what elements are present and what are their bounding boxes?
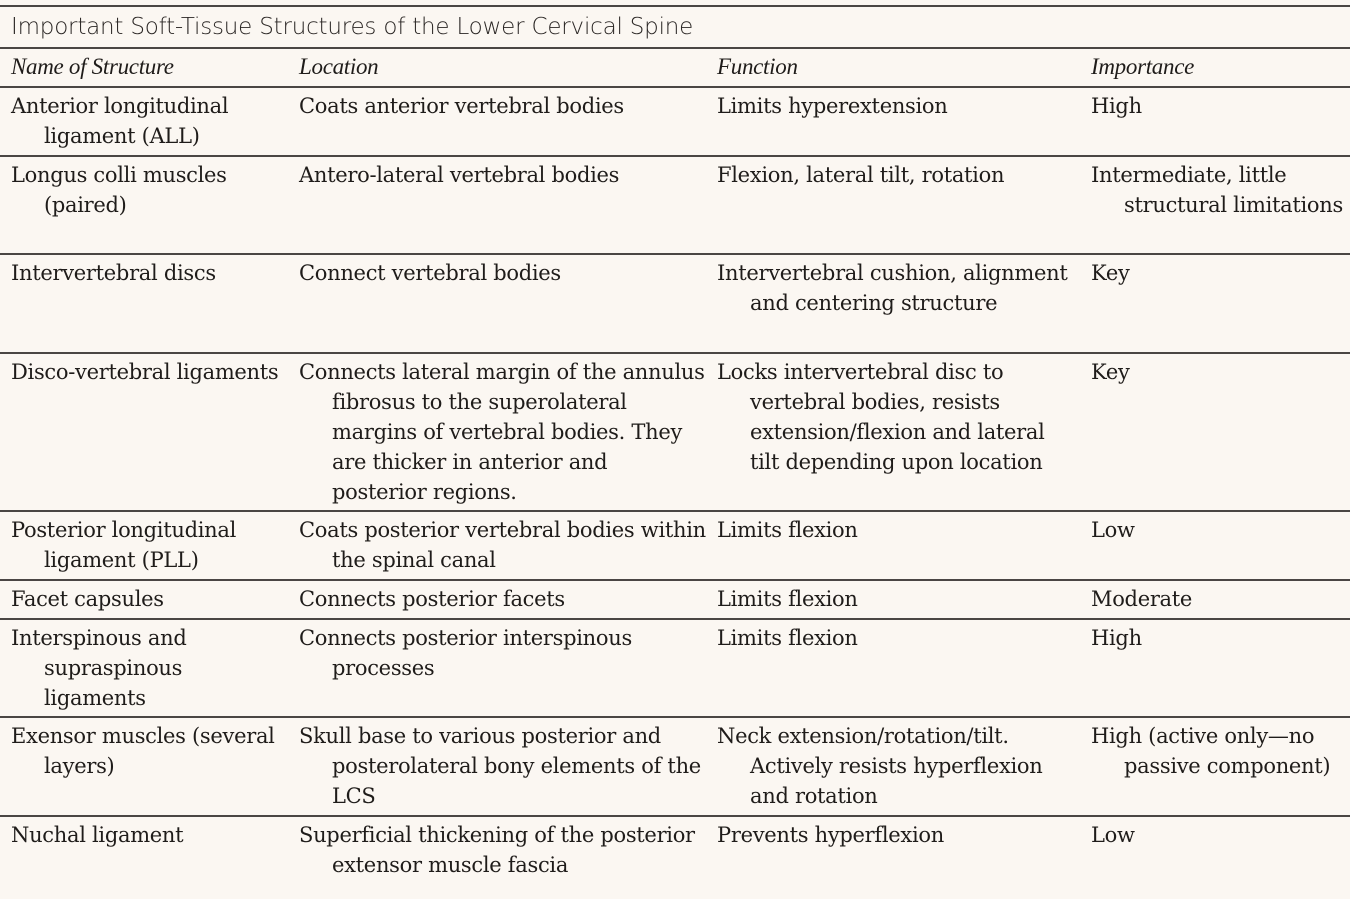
table-row	[0, 88, 1350, 157]
table-row	[0, 581, 1350, 620]
cell-function: Intervertebral cushion, alignment and centering structure	[717, 261, 1068, 315]
table-row	[0, 512, 1350, 581]
cell-importance: Intermediate, little structural limitations	[1091, 163, 1343, 217]
table-row	[0, 354, 1350, 512]
cell-location: Connects lateral margin of the annulus fibrosus to the superolateral margins of vertebral bodies. They are thicker in anterior and posterior regions.	[299, 360, 705, 504]
cell-location: Connect vertebral bodies	[299, 261, 561, 285]
cell-structure-name: Nuchal ligament	[11, 823, 184, 847]
column-header-name: Name of Structure	[11, 54, 174, 79]
cell-function: Limits flexion	[717, 626, 858, 650]
cell-structure-name: Disco-vertebral ligaments	[11, 360, 279, 384]
cell-importance: High	[1091, 94, 1142, 118]
cell-importance: Key	[1091, 360, 1130, 384]
cell-location: Antero-lateral vertebral bodies	[299, 163, 620, 187]
cell-structure-name: Interspinous and supraspinous ligaments	[11, 626, 187, 710]
cell-structure-name: Exensor muscles (several layers)	[11, 724, 275, 778]
cell-importance: Low	[1091, 823, 1135, 847]
cell-importance: High (active only—no passive component)	[1091, 724, 1331, 778]
cell-structure-name: Facet capsules	[11, 587, 164, 611]
cell-structure-name: Anterior longitudinal ligament (ALL)	[11, 94, 229, 148]
table-row	[0, 718, 1350, 817]
cell-structure-name: Longus colli muscles (paired)	[11, 163, 227, 217]
column-header-importance: Importance	[1091, 54, 1195, 79]
table-body	[0, 88, 1350, 897]
cell-importance: High	[1091, 626, 1142, 650]
table-row	[0, 620, 1350, 718]
cell-function: Limits flexion	[717, 518, 858, 542]
cell-importance: Key	[1091, 261, 1130, 285]
cell-location: Coats anterior vertebral bodies	[299, 94, 624, 118]
cell-structure-name: Intervertebral discs	[11, 261, 216, 285]
column-header-location: Location	[299, 54, 379, 79]
column-header-function: Function	[717, 54, 798, 79]
cell-location: Skull base to various posterior and posterolateral bony elements of the LCS	[299, 724, 701, 808]
table-title: Important Soft-Tissue Structures of the Lower Cervical Spine	[0, 5, 1350, 49]
cell-function: Prevents hyperflexion	[717, 823, 944, 847]
cell-structure-name: Posterior longitudinal ligament (PLL)	[11, 518, 237, 572]
cell-location: Connects posterior facets	[299, 587, 565, 611]
table-row	[0, 255, 1350, 354]
soft-tissue-table	[0, 5, 1350, 897]
table-header-row	[0, 49, 1350, 88]
cell-function: Limits flexion	[717, 587, 858, 611]
cell-function: Neck extension/rotation/tilt. Actively resists hyperflexion and rotation	[717, 724, 1043, 808]
cell-importance: Low	[1091, 518, 1135, 542]
cell-function: Flexion, lateral tilt, rotation	[717, 163, 1005, 187]
table-row	[0, 817, 1350, 897]
cell-location: Superficial thickening of the posterior extensor muscle fascia	[299, 823, 695, 877]
cell-function: Locks intervertebral disc to vertebral bodies, resists extension/flexion and lateral tilt depending upon location	[717, 360, 1045, 474]
cell-location: Coats posterior vertebral bodies within the spinal canal	[299, 518, 706, 572]
cell-importance: Moderate	[1091, 587, 1193, 611]
cell-location: Connects posterior interspinous processes	[299, 626, 632, 680]
table-row	[0, 157, 1350, 255]
cell-function: Limits hyperextension	[717, 94, 948, 118]
